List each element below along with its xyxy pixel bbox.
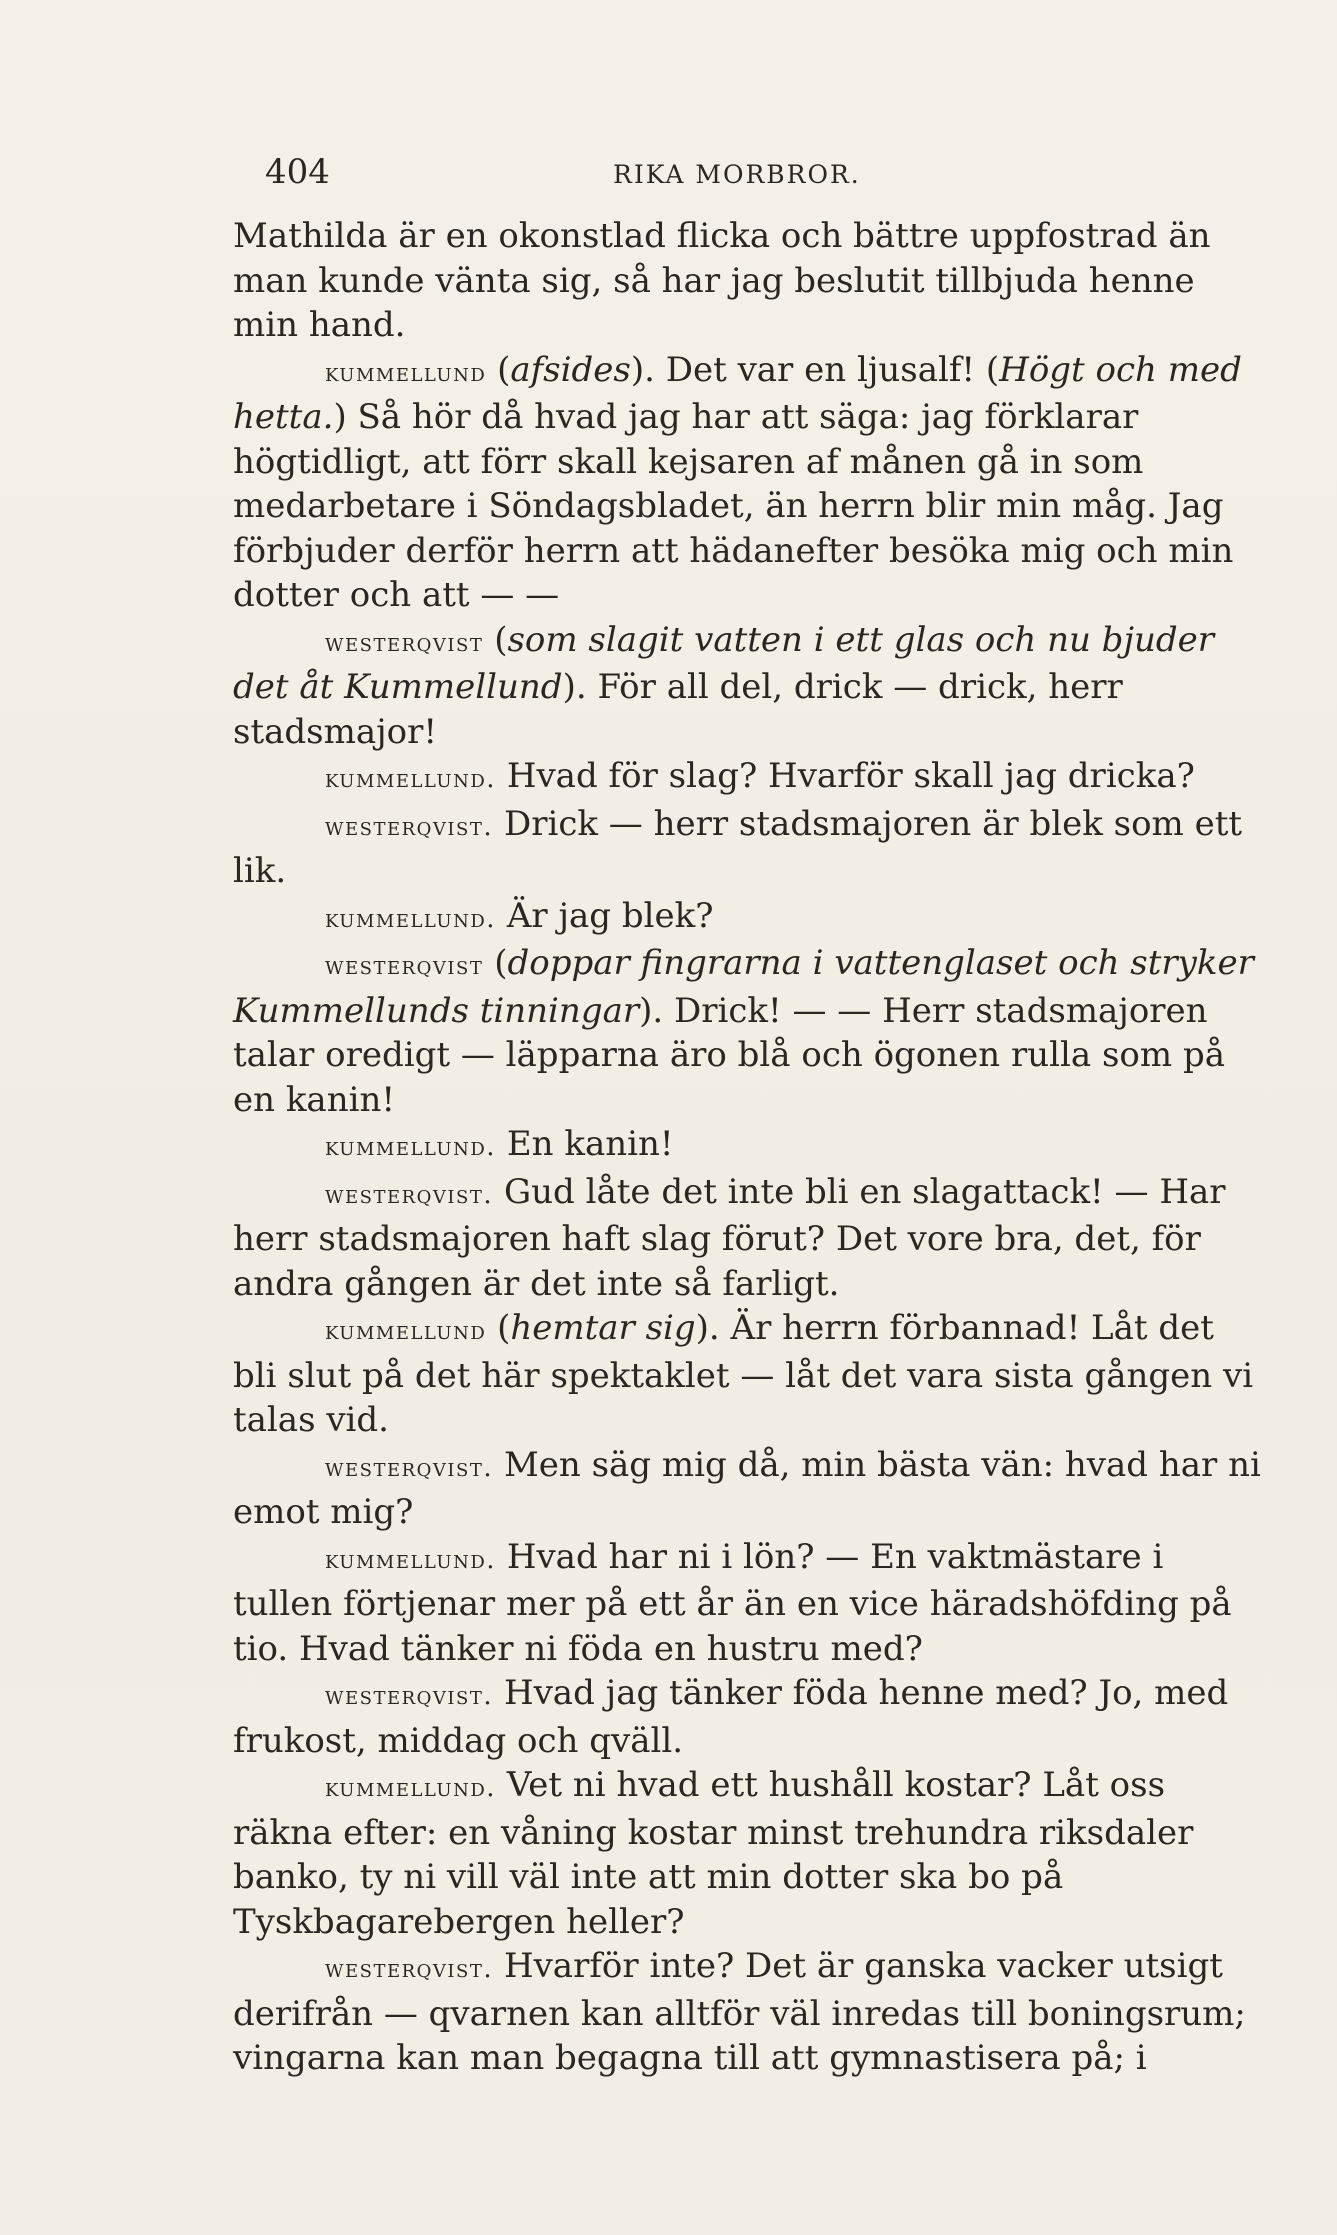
stage-direction: Högt och med hetta. [233,349,1242,437]
running-head: RIKA MORBROR. [613,160,861,189]
paragraph-text: Vet ni hvad ett hushåll kostar? Låt oss räkna efter: en våning kostar minst trehundra riksdaler banko, ty ni vill väl inte att min dotter ska bo på Tyskbagarebergen heller? [233,1765,1194,1942]
paragraph-text: ( [494,943,508,983]
paragraph-text: Men säg mig då, min bästa vän: hvad har ni emot mig? [233,1444,1261,1532]
stage-direction: som slagit vatten i ett glas och nu bjuder det åt Kummellund [233,619,1215,707]
paragraph-text: Mathilda är en okonstlad flicka och bättre uppfostrad än man kunde vänta sig, så har jag beslutit tillbjuda henne min hand. [233,216,1211,345]
speaker-name: westerqvist. [325,1452,494,1483]
paragraph-text: Gud låte det inte bli en slagattack! — Har herr stadsmajoren haft slag förut? Det vore bra, det, för andra gången är det inte så farligt. [233,1171,1226,1304]
speaker-name: westerqvist. [325,1179,494,1210]
stage-direction: afsides [510,349,631,390]
body-text [233,214,1265,2081]
speaker-name: kummellund. [325,764,497,794]
paragraph-13 [233,1671,1265,1763]
paragraph-15 [233,1944,1265,2081]
paragraph-text: ( [497,1308,511,1348]
paragraph-4 [233,754,1265,802]
paragraph-9 [233,1170,1265,1307]
paragraph-text: Hvad för slag? Hvarför skall jag dricka? [506,756,1195,796]
paragraph-8 [233,1122,1265,1170]
paragraph-text: ). Det var en ljusalf! ( [630,349,1000,390]
paragraph-text: ( [497,349,511,390]
stage-direction: hemtar sig [510,1308,696,1348]
paragraph-text: Hvad jag tänker föda henne med? Jo, med frukost, middag och qväll. [233,1673,1229,1761]
page-header [265,152,1275,202]
paragraph-text: ( [494,619,508,660]
paragraph-text: ). Är herrn förbannad! Låt det bli slut på det här spektaklet — låt det vara sista gången vi talas vid. [233,1308,1254,1440]
speaker-name: westerqvist [325,951,484,981]
paragraph-6 [233,894,1265,942]
paragraph-text: ) Så hör då hvad jag har att säga: jag förklarar högtidligt, att förr skall kejsaren af månen gå in som medarbetare i Söndagsbladet, än herrn blir min måg. Jag förbjuder derför herrn att hädanefter besöka mig och min dotter och att — — [233,397,1234,615]
paragraph-2 [233,348,1265,618]
speaker-name: kummellund. [325,1132,497,1162]
speaker-name: westerqvist [325,627,484,658]
paragraph-7 [233,941,1265,1122]
paragraph-11 [233,1443,1265,1535]
paragraph-12 [233,1535,1265,1672]
page-number: 404 [265,152,330,192]
speaker-name: kummellund [325,1316,487,1346]
speaker-name: kummellund [325,357,487,388]
speaker-name: westerqvist. [325,1954,494,1984]
paragraph-text: Drick — herr stadsmajoren är blek som ett lik. [233,803,1243,891]
paragraph-text: Hvad har ni i lön? — En vaktmästare i tullen förtjenar mer på ett år än en vice häradshöfding på tio. Hvad tänker ni föda en hustru med? [233,1536,1232,1669]
speaker-name: kummellund. [325,903,497,934]
paragraph-text: ). För all del, drick — drick, herr stadsmajor! [233,667,1123,752]
paragraph-3 [233,618,1265,755]
speaker-name: westerqvist. [325,811,494,842]
paragraph-text: En kanin! [506,1124,674,1164]
paragraph-text: ). Drick! — — Herr stadsmajoren talar oredigt — läpparna äro blå och ögonen rulla som på en kanin! [233,990,1225,1120]
speaker-name: kummellund. [325,1773,497,1803]
paragraph-text: Är jag blek? [506,895,714,936]
paragraph-text: Hvarför inte? Det är ganska vacker utsigt derifrån — qvarnen kan alltför väl inredas till boningsrum; vingarna kan man begagna till att gymnastisera på; i [233,1946,1246,2078]
paragraph-5 [233,802,1265,894]
speaker-name: kummellund. [325,1544,497,1575]
paragraph-10 [233,1306,1265,1443]
paragraph-14 [233,1763,1265,1944]
stage-direction: doppar fingrarna i vattenglaset och stryker Kummellunds tinningar [233,943,1254,1031]
paragraph-1 [233,214,1265,348]
speaker-name: westerqvist. [325,1681,494,1711]
